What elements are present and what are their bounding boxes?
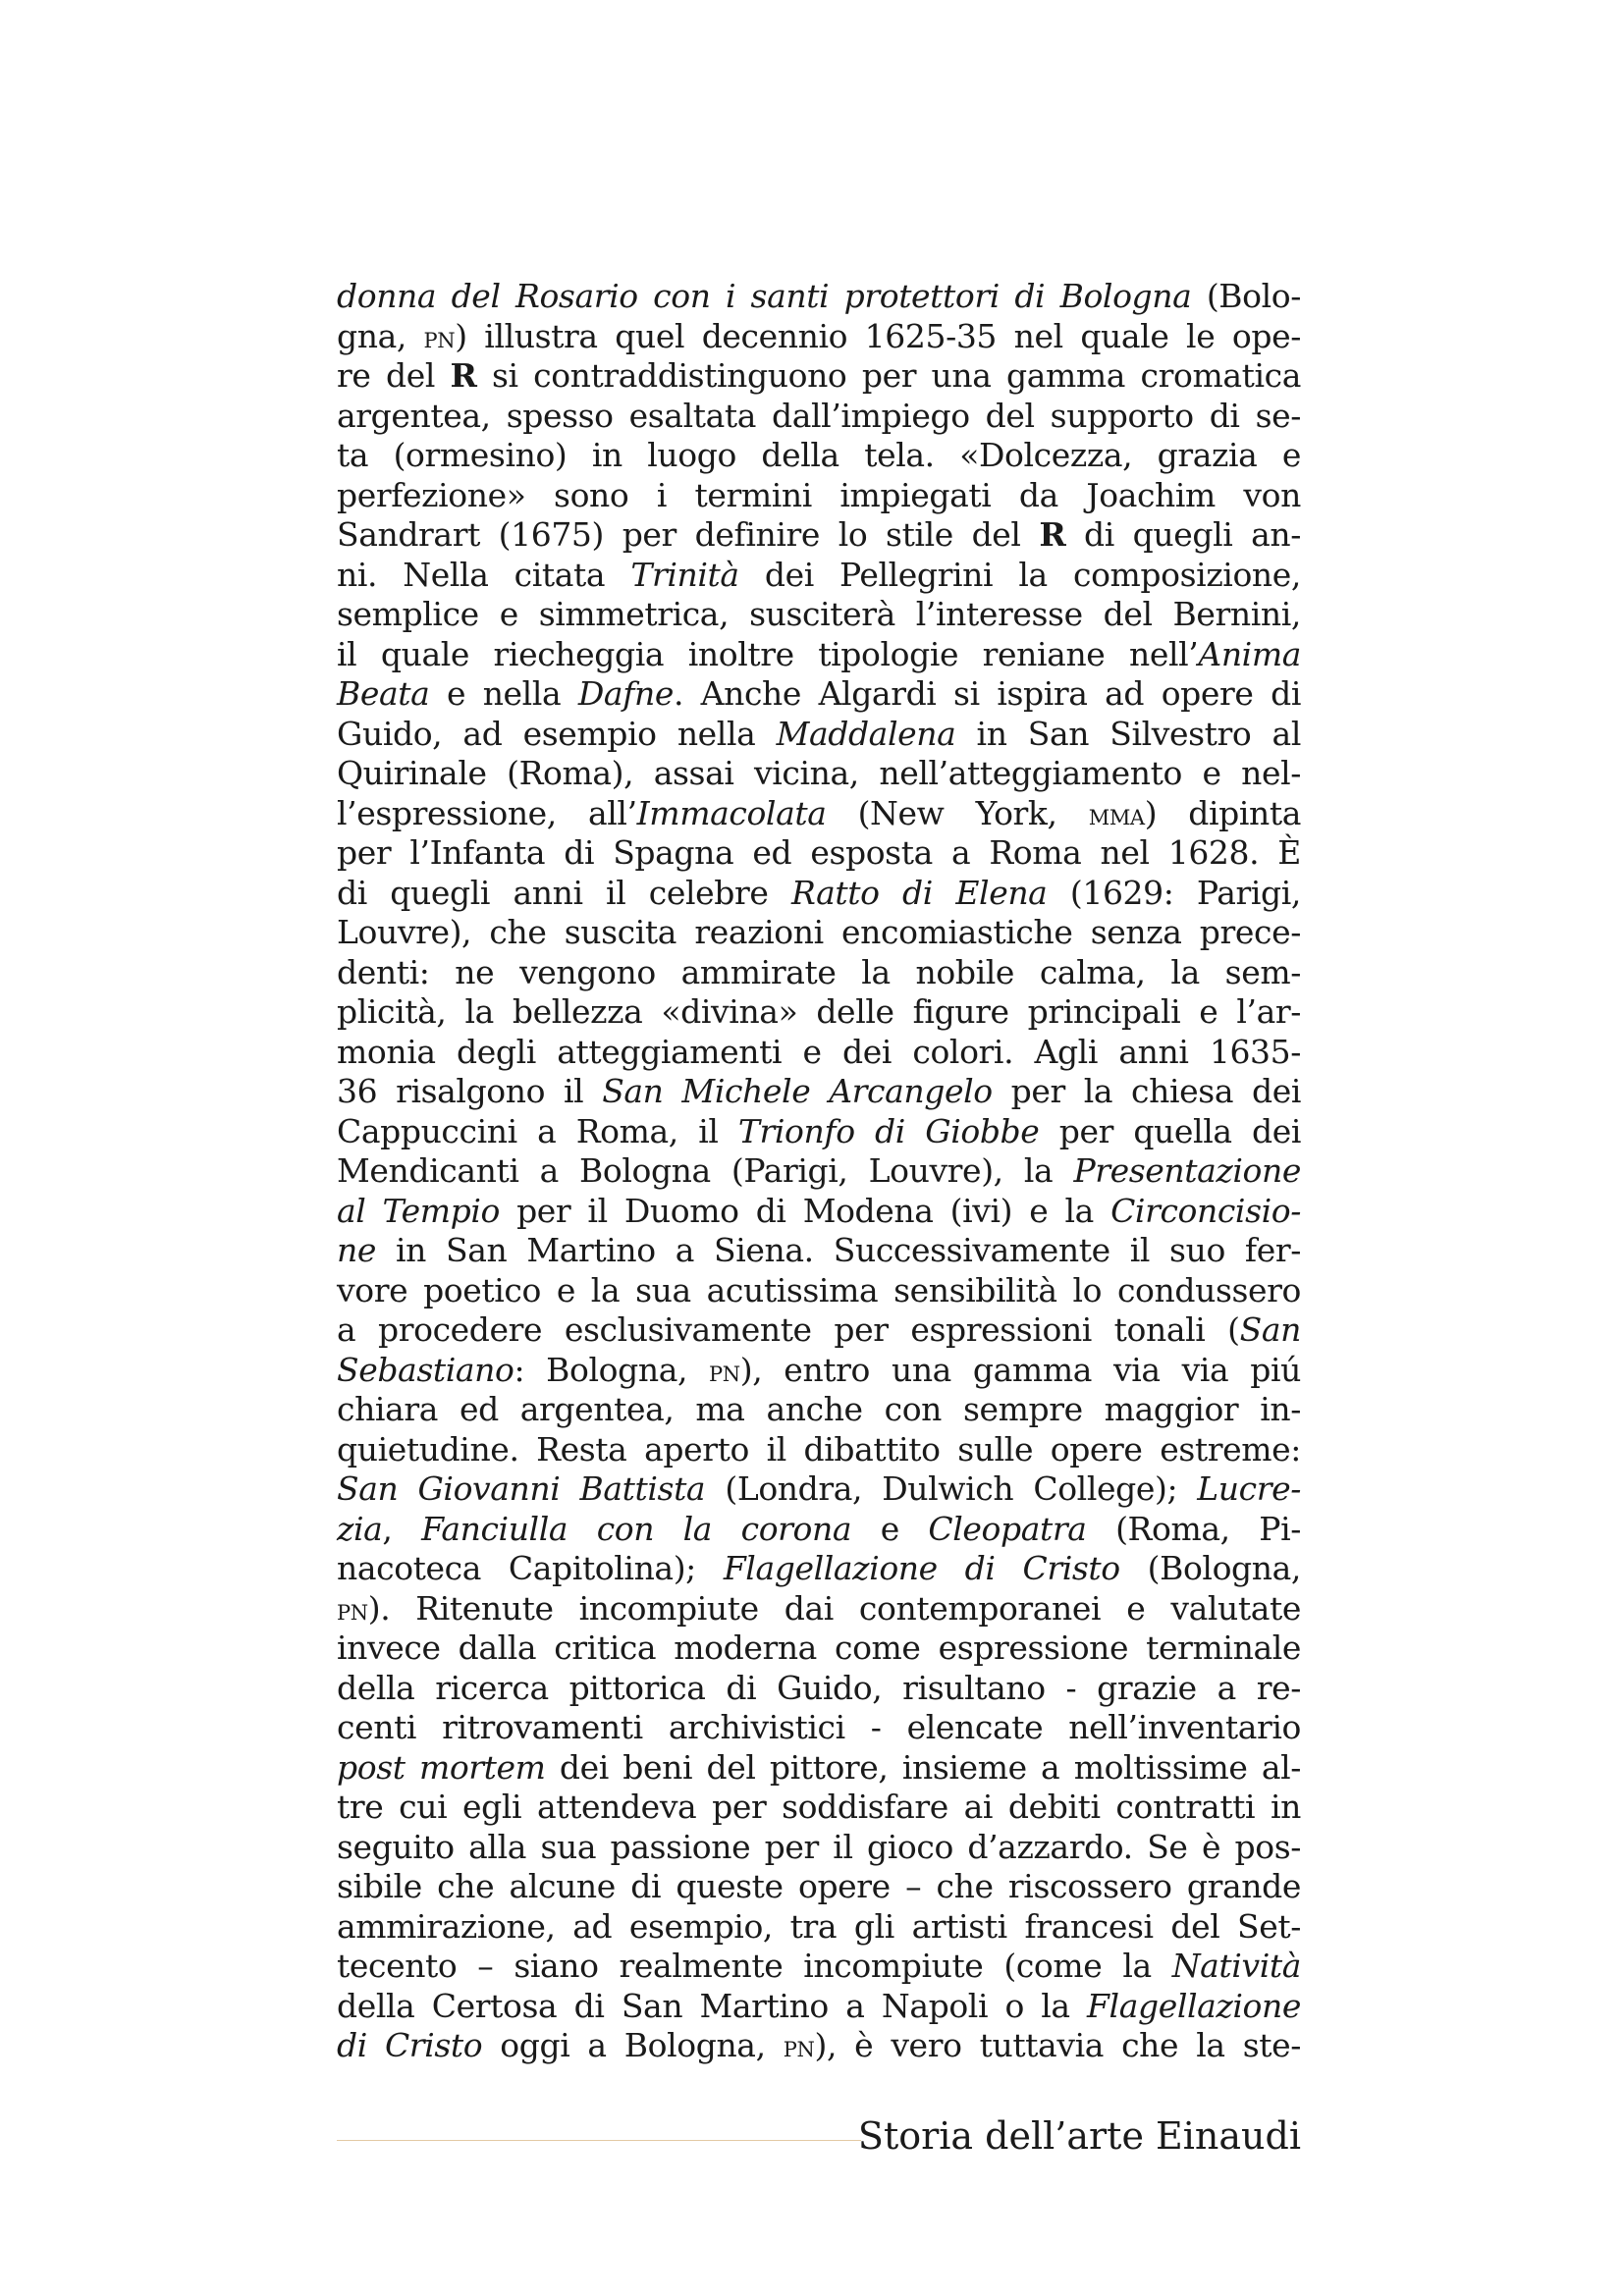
text-span: (Bolo-: [1191, 277, 1301, 315]
text-span: Sandrart (1675) per definire lo stile del: [337, 515, 1040, 554]
text-line: [337, 1947, 1301, 1987]
text-span: ammirazione, ad esempio, tra gli artisti francesi del Set-: [337, 1906, 1301, 1946]
text-span: invece dalla critica moderna come espressione terminale: [337, 1629, 1301, 1667]
text-span: ). Ritenute incompiute dai contemporanei e valutate: [367, 1588, 1301, 1628]
text-span: dei Pellegrini la composizione,: [738, 555, 1301, 594]
text-span: seguito alla sua passione per il gioco d’azzardo. Se è pos-: [337, 1827, 1301, 1866]
italic-text: Sebastiano: [337, 1350, 514, 1389]
text-line: [337, 1151, 1301, 1192]
text-line: [337, 1669, 1301, 1709]
text-span: in San Martino a Siena. Successivamente il suo fer-: [375, 1231, 1301, 1269]
italic-text: ne: [337, 1231, 376, 1269]
italic-text: Anima: [1198, 634, 1301, 673]
text-span: ni. Nella citata: [337, 555, 631, 594]
text-span: ), entro una gamma via via piú: [739, 1350, 1302, 1389]
text-span: della ricerca pittorica di Guido, risultano - grazie a re-: [337, 1668, 1301, 1707]
text-line: [337, 1748, 1301, 1789]
text-line: [337, 397, 1301, 437]
text-span: monia degli atteggiamenti e dei colori. Agli anni 1635-: [337, 1032, 1301, 1071]
text-line: [337, 1987, 1301, 2027]
text-span: 36 risalgono il: [337, 1072, 603, 1110]
text-span: e nella: [429, 674, 578, 713]
italic-text: San Michele Arcangelo: [602, 1072, 993, 1110]
text-span: plicità, la bellezza «divina» delle figure principali e l’ar-: [337, 992, 1301, 1031]
text-span: chiara ed argentea, ma anche con sempre maggior in-: [337, 1390, 1301, 1428]
italic-text: zia: [337, 1509, 383, 1548]
italic-text: Trinità: [630, 555, 739, 594]
text-span: (Londra, Dulwich College);: [705, 1469, 1198, 1508]
italic-text: post mortem: [337, 1747, 546, 1787]
italic-text: al Tempio: [337, 1191, 500, 1230]
text-span: Louvre), che suscita reazioni encomiastiche senza prece-: [337, 913, 1301, 951]
text-line: [337, 1072, 1301, 1112]
text-span: Guido, ad esempio nella: [337, 714, 777, 753]
text-span: . Anche Algardi si ispira ad opere di: [674, 674, 1302, 713]
text-span: nacoteca Capitolina);: [337, 1549, 724, 1587]
text-line: [337, 356, 1301, 397]
footer-title: Storia dell’arte Einaudi: [857, 2114, 1301, 2158]
text-span: vore poetico e la sua acutissima sensibilità lo condussero: [337, 1270, 1301, 1309]
text-span: di quegli an-: [1065, 515, 1301, 554]
text-span: (Bologna,: [1119, 1549, 1301, 1587]
italic-text: Circoncisio-: [1110, 1191, 1301, 1230]
italic-text: Fanciulla con la corona: [421, 1509, 852, 1548]
text-line: [337, 1390, 1301, 1430]
italic-text: Ratto di Elena: [790, 873, 1048, 912]
text-line: [337, 317, 1301, 357]
text-line: [337, 1112, 1301, 1152]
italic-text: San: [1239, 1310, 1301, 1349]
text-line: [337, 1033, 1301, 1073]
text-span: argentea, spesso esaltata dall’impiego del supporto di se-: [337, 396, 1301, 435]
text-span: : Bologna,: [514, 1350, 710, 1389]
italic-text: Presentazione: [1073, 1151, 1301, 1190]
text-span: quietudine. Resta aperto il dibattito sulle opere estreme:: [337, 1429, 1301, 1468]
abbreviation: pn: [337, 1592, 368, 1628]
italic-text: Lucre-: [1197, 1469, 1301, 1508]
text-span: dei beni del pittore, insieme a moltissime al-: [545, 1747, 1301, 1787]
text-span: tre cui egli attendeva per soddisfare ai debiti contratti in: [337, 1788, 1301, 1826]
italic-text: Cleopatra: [928, 1509, 1087, 1548]
text-span: ,: [382, 1509, 422, 1548]
text-line: [337, 595, 1301, 635]
text-line: [337, 1549, 1301, 1589]
abbreviation: pn: [709, 1354, 740, 1389]
text-span: semplice e simmetrica, susciterà l’interesse del Bernini,: [337, 595, 1301, 633]
text-span: (New York,: [826, 793, 1089, 832]
abbreviation: pn: [783, 2030, 815, 2064]
text-line: [337, 833, 1301, 874]
text-line: [337, 1271, 1301, 1311]
text-line: [337, 1788, 1301, 1828]
text-line: [337, 2026, 1301, 2066]
text-span: ), è vero tuttavia che la ste-: [814, 2026, 1301, 2064]
text-span: si contraddistinguono per una gamma cromatica: [476, 356, 1301, 395]
italic-text: San Giovanni Battista: [337, 1469, 706, 1508]
text-line: [337, 715, 1301, 755]
text-span: ) illustra quel decennio 1625-35 nel quale le ope-: [455, 316, 1301, 355]
text-line: [337, 1629, 1301, 1669]
text-line: [337, 635, 1301, 675]
text-span: oggi a Bologna,: [482, 2026, 784, 2064]
text-line: [337, 1708, 1301, 1748]
text-line: [337, 277, 1301, 317]
text-line: [337, 1310, 1301, 1351]
text-span: sibile che alcune di queste opere – che riscossero grande: [337, 1867, 1301, 1905]
text-span: il quale riecheggia inoltre tipologie reniane nell’: [337, 634, 1199, 673]
text-line: [337, 556, 1301, 596]
text-line: [337, 953, 1301, 993]
text-span: re del: [337, 356, 451, 395]
italic-text: di Cristo: [337, 2026, 483, 2064]
italic-text: Flagellazione: [1087, 1986, 1301, 2025]
text-span: denti: ne vengono ammirate la nobile calma, la sem-: [337, 952, 1301, 991]
text-line: [337, 515, 1301, 556]
italic-text: Natività: [1171, 1947, 1301, 1985]
text-span: della Certosa di San Martino a Napoli o la: [337, 1986, 1088, 2025]
text-span: (1629: Parigi,: [1047, 873, 1301, 912]
text-line: [337, 674, 1301, 715]
text-line: [337, 1589, 1301, 1629]
bold-initial: R: [1039, 515, 1066, 554]
text-line: [337, 1907, 1301, 1948]
text-line: [337, 992, 1301, 1033]
text-span: in San Silvestro al: [955, 714, 1301, 753]
text-line: [337, 1469, 1301, 1510]
text-span: Mendicanti a Bologna (Parigi, Louvre), la: [337, 1151, 1074, 1190]
text-span: ) dipinta: [1144, 793, 1302, 832]
text-span: per l’Infanta di Spagna ed esposta a Roma nel 1628. È: [337, 833, 1301, 872]
italic-text: Flagellazione di Cristo: [723, 1549, 1120, 1587]
text-span: tecento – siano realmente incompiute (come la: [337, 1947, 1172, 1985]
text-line: [337, 1351, 1301, 1391]
italic-text: Dafne: [577, 674, 674, 713]
bold-initial: R: [450, 356, 477, 395]
text-span: Cappuccini a Roma, il: [337, 1111, 738, 1150]
text-span: Quirinale (Roma), assai vicina, nell’atteggiamento e nel-: [337, 754, 1301, 792]
text-line: [337, 1192, 1301, 1232]
text-line: [337, 913, 1301, 953]
text-span: l’espressione, all’: [337, 793, 637, 832]
text-span: e: [851, 1509, 929, 1548]
text-line: [337, 476, 1301, 516]
text-span: perfezione» sono i termini impiegati da Joachim von: [337, 475, 1301, 514]
footer-rule: [337, 2140, 861, 2141]
abbreviation: mma: [1088, 797, 1145, 832]
text-span: per la chiesa dei: [992, 1072, 1301, 1110]
text-span: (Roma, Pi-: [1086, 1509, 1301, 1548]
text-line: [337, 1510, 1301, 1550]
text-line: [337, 1828, 1301, 1868]
text-span: di quegli anni il celebre: [337, 873, 791, 912]
italic-text: Trionfo di Giobbe: [737, 1111, 1040, 1150]
italic-text: donna del Rosario con i santi protettori di Bologna: [337, 277, 1192, 315]
abbreviation: pn: [423, 320, 456, 355]
italic-text: Beata: [337, 674, 430, 713]
text-line: [337, 1867, 1301, 1907]
text-span: gna,: [337, 316, 424, 355]
body-text: [337, 277, 1301, 2066]
text-span: per il Duomo di Modena (ivi) e la: [499, 1191, 1111, 1230]
text-span: ta (ormesino) in luogo della tela. «Dolcezza, grazia e: [337, 436, 1301, 474]
text-line: [337, 1430, 1301, 1470]
text-span: a procedere esclusivamente per espressioni tonali (: [337, 1310, 1240, 1349]
italic-text: Immacolata: [636, 793, 827, 832]
text-line: [337, 754, 1301, 794]
italic-text: Maddalena: [776, 714, 956, 753]
text-span: per quella dei: [1039, 1111, 1302, 1150]
text-line: [337, 1231, 1301, 1271]
text-line: [337, 874, 1301, 914]
text-line: [337, 794, 1301, 834]
text-line: [337, 436, 1301, 476]
text-span: centi ritrovamenti archivistici - elencate nell’inventario: [337, 1708, 1301, 1746]
